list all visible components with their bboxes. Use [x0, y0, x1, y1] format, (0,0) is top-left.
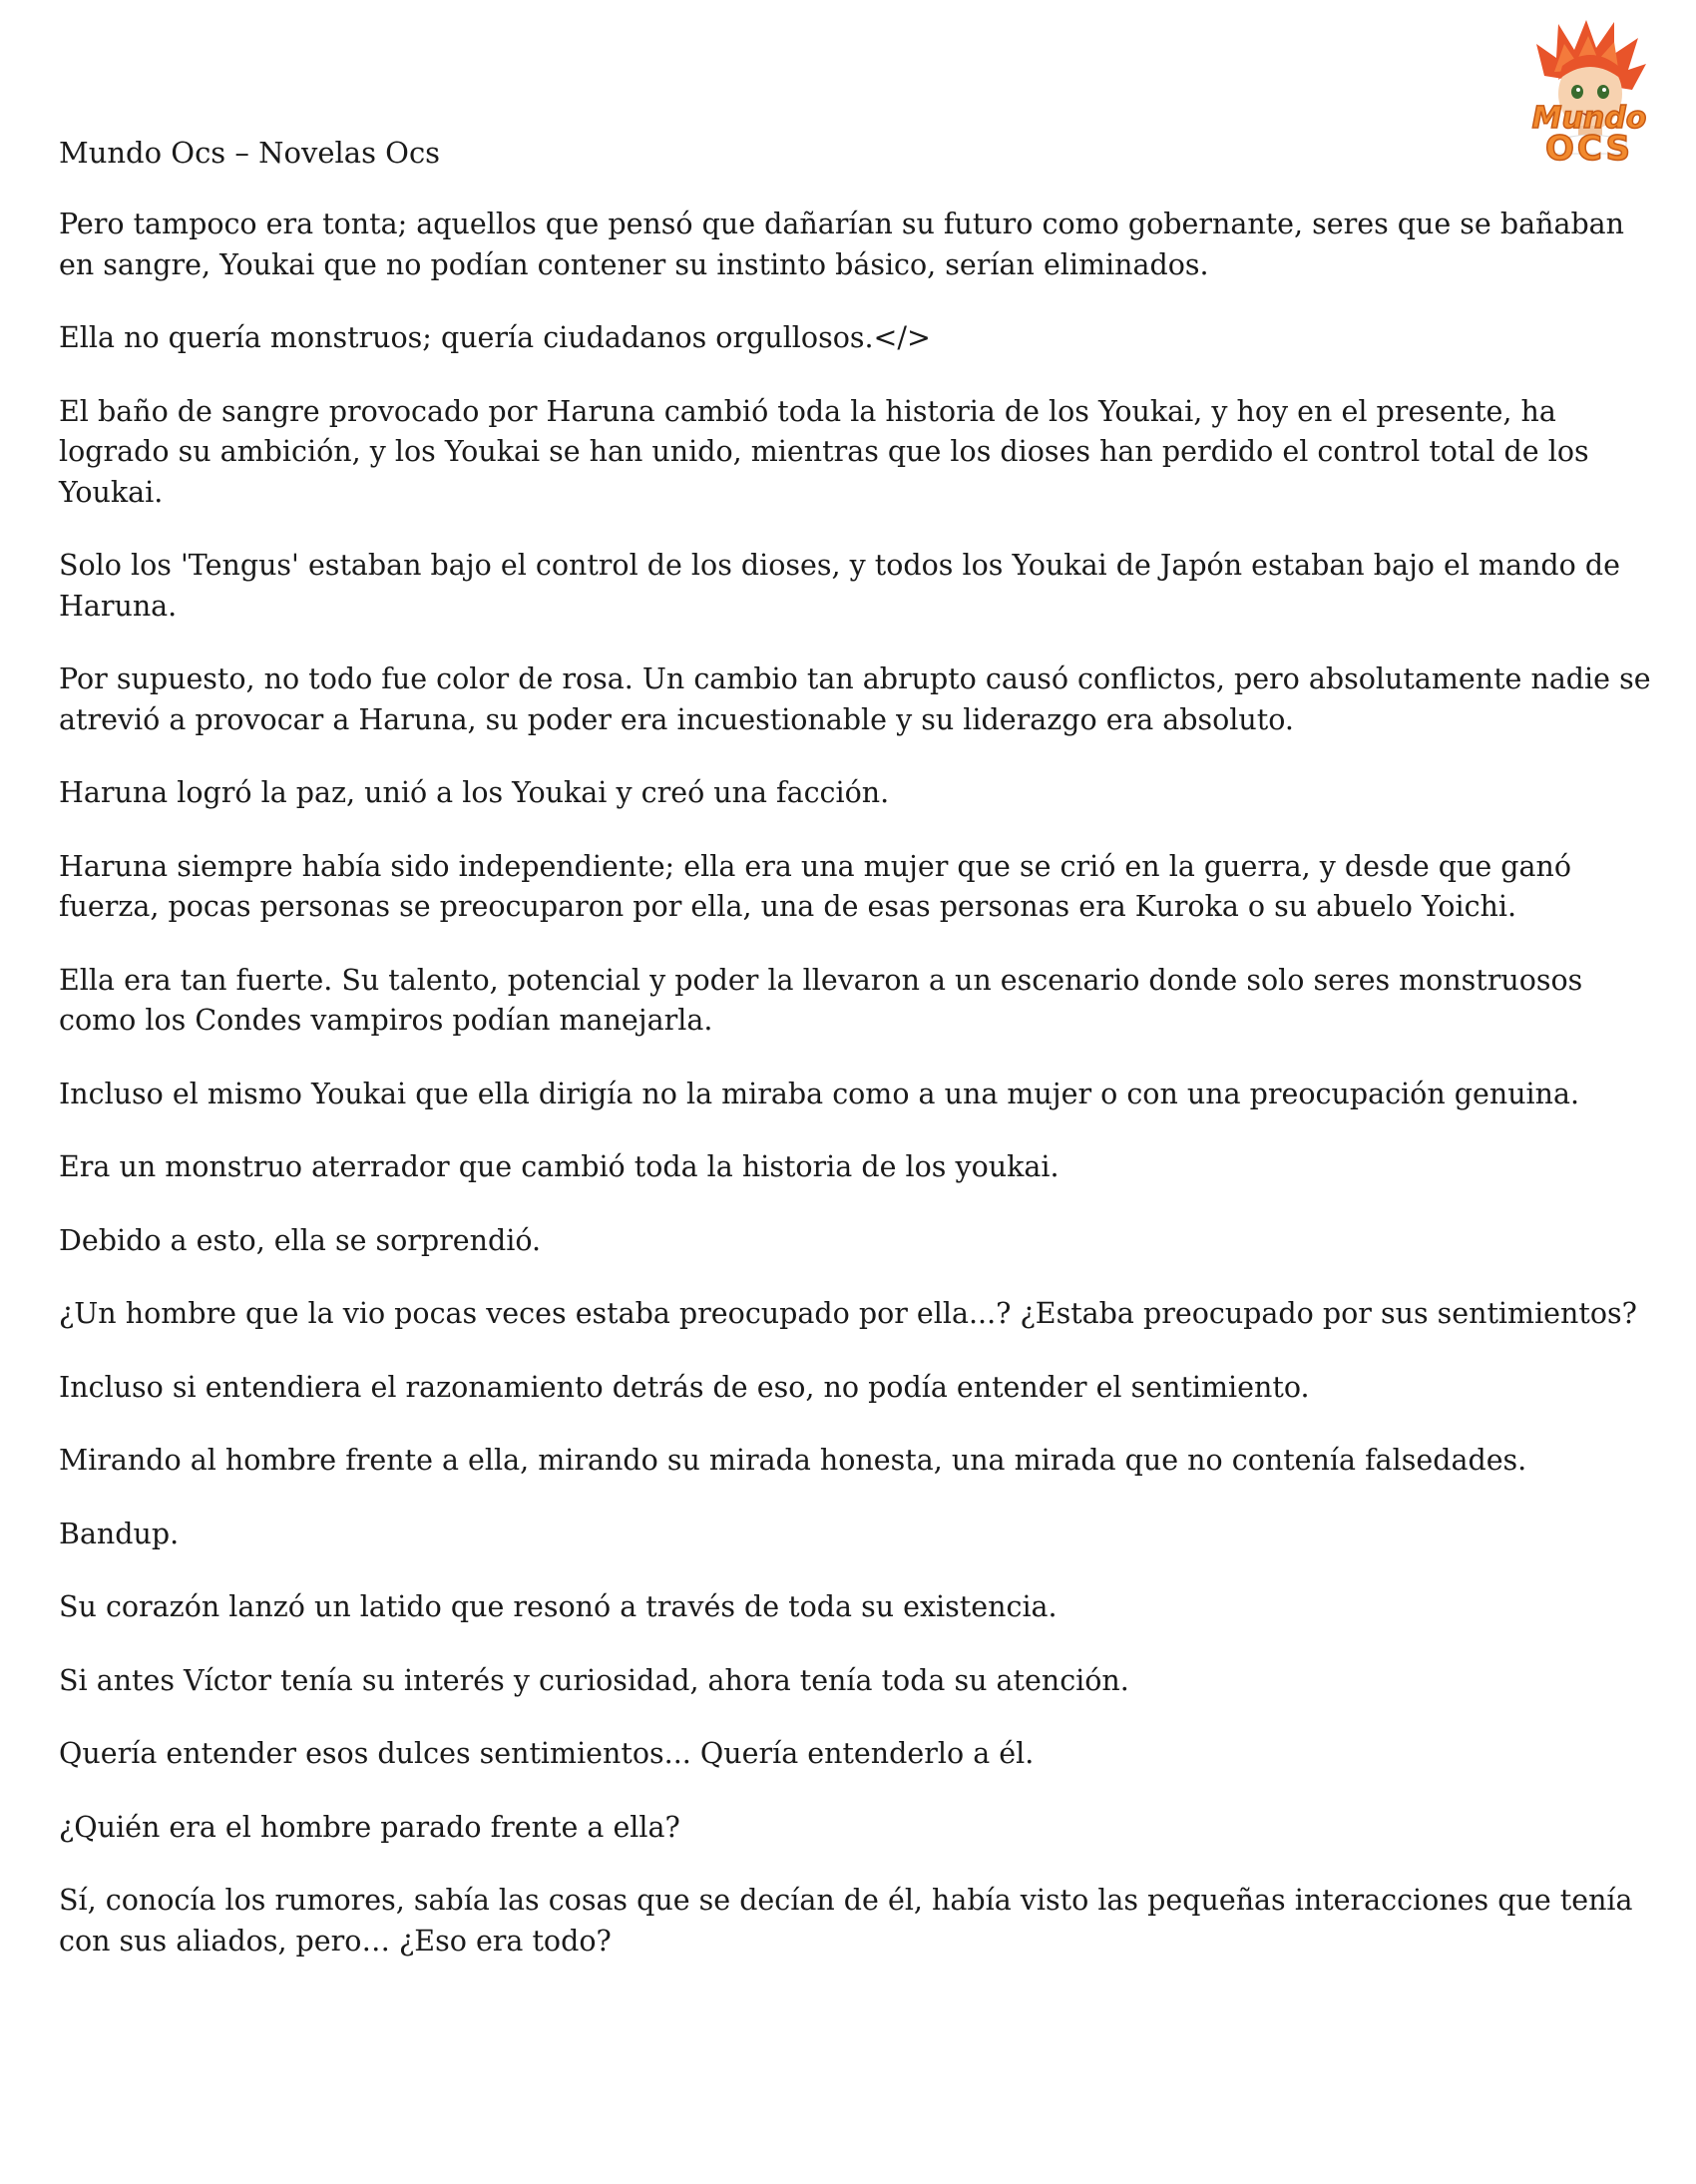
paragraph: Bandup.	[59, 1517, 180, 1550]
paragraph: Pero tampoco era tonta; aquellos que pensó que dañarían su futuro como gobernante, seres que se bañaban en sangre, Youkai que no podían contener su instinto básico, serían eliminados.	[59, 208, 1625, 281]
paragraph: Quería entender esos dulces sentimientos... Quería entenderlo a él.	[59, 1737, 1035, 1770]
paragraph: Haruna logró la paz, unió a los Youkai y creó una facción.	[59, 776, 890, 809]
paragraph: Haruna siempre había sido independiente; ella era una mujer que se crió en la guerra, y desde que ganó fuerza, pocas personas se preocuparon por ella, una de esas personas era Kuroka o su abuelo Yoichi.	[59, 849, 1572, 923]
paragraph: ¿Quién era el hombre parado frente a ella?	[59, 1810, 680, 1844]
paragraph: Era un monstruo aterrador que cambió toda la historia de los youkai.	[59, 1150, 1060, 1183]
paragraph: Solo los 'Tengus' estaban bajo el control de los dioses, y todos los Youkai de Japón estaban bajo el mando de Haruna.	[59, 549, 1620, 623]
paragraph: Por supuesto, no todo fue color de rosa. Un cambio tan abrupto causó conflictos, pero absolutamente nadie se atrevió a provocar a Haruna, su poder era incuestionable y su liderazgo era absoluto.	[59, 662, 1651, 736]
paragraph: Ella era tan fuerte. Su talento, potencial y poder la llevaron a un escenario donde solo seres monstruosos como los Condes vampiros podían manejarla.	[59, 963, 1583, 1037]
paragraph: Su corazón lanzó un latido que resonó a través de toda su existencia.	[59, 1590, 1058, 1623]
paragraph: Mirando al hombre frente a ella, mirando su mirada honesta, una mirada que no contenía falsedades.	[59, 1444, 1527, 1477]
paragraph: Sí, conocía los rumores, sabía las cosas que se decían de él, había visto las pequeñas interacciones que tenía con sus aliados, pero… ¿Eso era todo?	[59, 1884, 1633, 1958]
paragraph: Debido a esto, ella se sorprendió.	[59, 1223, 542, 1257]
paragraph: Incluso si entendiera el razonamiento detrás de eso, no podía entender el sentimiento.	[59, 1370, 1310, 1404]
paragraph: Incluso el mismo Youkai que ella dirigía no la miraba como a una mujer o con una preocupación genuina.	[59, 1077, 1580, 1110]
logo-wordmark	[1514, 101, 1664, 169]
logo-line-mundo: Mundo	[1531, 101, 1647, 136]
paragraph: El baño de sangre provocado por Haruna cambió toda la historia de los Youkai, y hoy en el presente, ha logrado su ambición, y los Youkai se han unido, mientras que los dioses han perdido el control total de los Youkai.	[59, 394, 1589, 509]
logo-line-ocs: OCS	[1545, 129, 1633, 169]
paragraph: Si antes Víctor tenía su interés y curiosidad, ahora tenía toda su atención.	[59, 1663, 1129, 1697]
page-header: Mundo Ocs – Novelas Ocs	[59, 136, 441, 170]
paragraph: ¿Un hombre que la vio pocas veces estaba preocupado por ella...? ¿Estaba preocupado por sus sentimientos?	[59, 1297, 1637, 1330]
document-body	[59, 205, 1655, 1994]
paragraph: Ella no quería monstruos; quería ciudadanos orgullosos.</>	[59, 321, 931, 354]
